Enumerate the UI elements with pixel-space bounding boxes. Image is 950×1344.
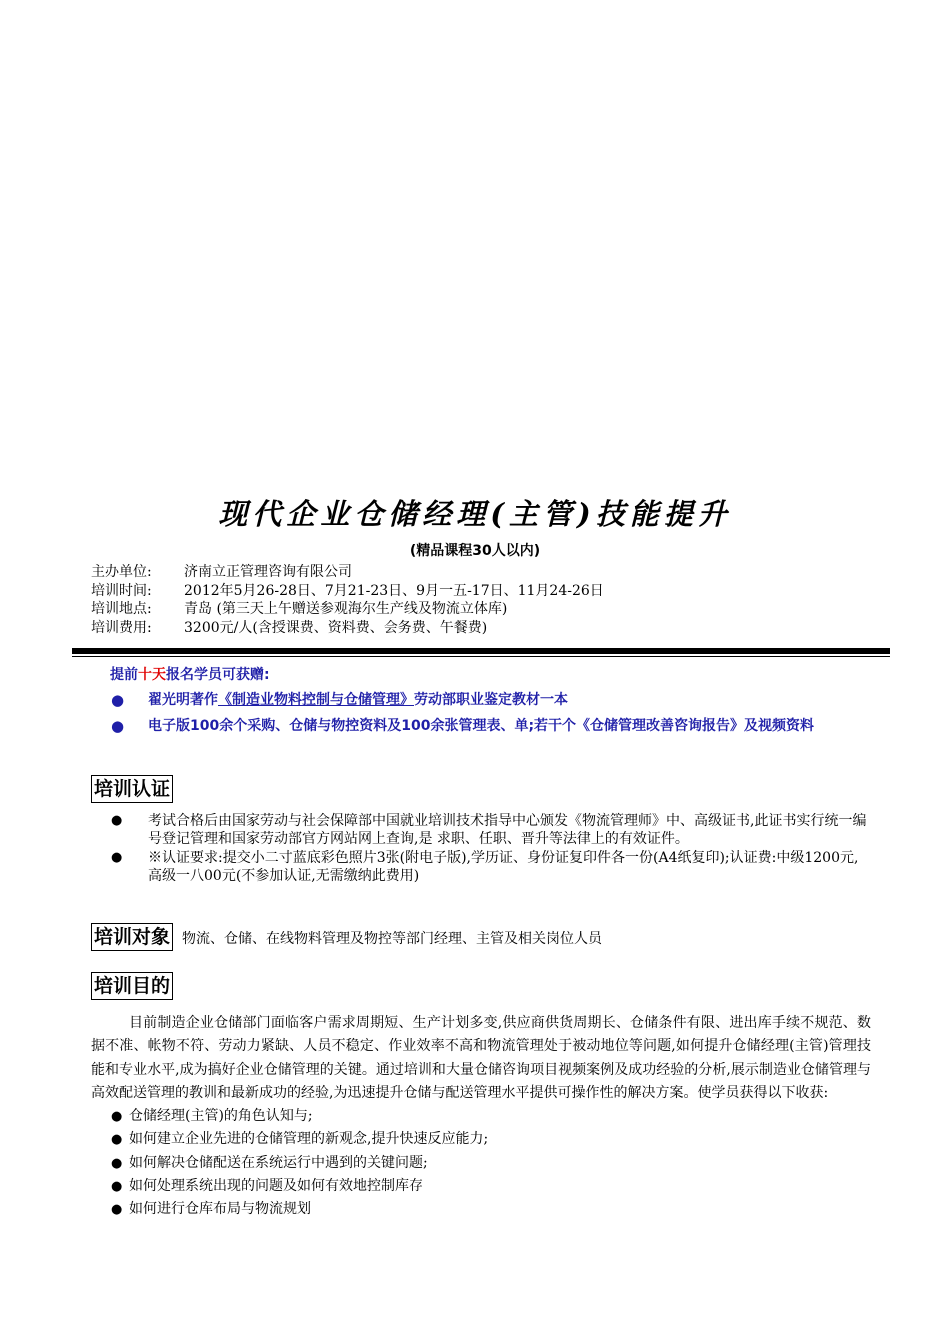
gift-item-text: 翟光明著作: [148, 692, 218, 708]
list-item: [91, 849, 871, 885]
info-row-time: [91, 582, 604, 601]
gift-book-title: 《制造业物料控制与仓储管理》: [218, 692, 414, 708]
info-value: 济南立正管理咨询有限公司: [184, 564, 352, 580]
list-item: [91, 1175, 871, 1198]
info-label: 培训费用:: [91, 619, 152, 636]
info-row-location: [91, 600, 604, 619]
gift-prefix: 提前: [110, 667, 138, 683]
bullet-icon: ●: [111, 813, 123, 828]
list-item: [91, 1105, 871, 1128]
gift-section: [91, 663, 871, 739]
bullet-icon: ●: [111, 1132, 123, 1148]
bullet-icon: ●: [111, 717, 125, 735]
info-label: 培训时间:: [91, 582, 152, 599]
bullet-icon: ●: [111, 691, 125, 709]
course-info: [91, 563, 604, 637]
list-item: [91, 812, 871, 848]
info-value: 青岛 (第三天上午赠送参观海尔生产线及物流立体库): [184, 601, 508, 617]
list-item: [91, 1152, 871, 1175]
bullet-icon: ●: [111, 850, 123, 865]
info-label: 培训地点:: [91, 601, 152, 617]
bullet-icon: ●: [111, 1109, 123, 1125]
list-item-text: 如何建立企业先进的仓储管理的新观念,提升快速反应能力;: [129, 1131, 489, 1148]
gift-item-text: 电子版100余个采购、仓储与物控资料及100余张管理表、单;若干个《仓储管理改善咨询报告》及视频资料: [148, 718, 815, 734]
purpose-heading: 培训目的: [91, 972, 173, 1000]
list-item-text: 仓储经理(主管)的角色认知与;: [129, 1108, 313, 1125]
purpose-section: [91, 1012, 871, 1222]
target-text: 物流、仓储、在线物料管理及物控等部门经理、主管及相关岗位人员: [182, 931, 602, 947]
info-row-organizer: [91, 563, 604, 582]
gift-item-text: 劳动部职业鉴定教材一本: [414, 692, 568, 708]
gift-item: [91, 714, 871, 739]
list-item-text: 如何处理系统出现的问题及如何有效地控制库存: [129, 1178, 423, 1195]
document-title: 现代企业仓储经理(主管)技能提升: [218, 497, 732, 531]
list-item-text: ※认证要求:提交小二寸蓝底彩色照片3张(附电子版),学历证、身份证复印件各一份(A4纸复印);认证费:中级1200元,高级一八00元(不参加认证,无需缴纳此费用): [148, 850, 859, 884]
document-subtitle: (精品课程30人以内): [409, 543, 541, 559]
info-value: 3200元/人(含授课费、资料费、会务费、午餐费): [184, 619, 488, 636]
certification-list: [91, 812, 871, 886]
divider-thick: [72, 648, 890, 654]
info-row-fee: [91, 619, 604, 638]
list-item: [91, 1128, 871, 1151]
gift-suffix: 报名学员可获赠:: [166, 667, 270, 683]
bullet-icon: ●: [111, 1179, 123, 1195]
gift-highlight: 十天: [138, 667, 166, 683]
list-item: [91, 1198, 871, 1221]
target-heading: 培训对象: [91, 923, 173, 951]
list-item-text: 如何解决仓储配送在系统运行中遇到的关键问题;: [129, 1154, 428, 1171]
gift-item: [91, 688, 871, 713]
bullet-icon: ●: [111, 1155, 123, 1171]
info-label: 主办单位:: [91, 564, 152, 580]
list-item-text: 如何进行仓库布局与物流规划: [129, 1201, 311, 1218]
gift-heading: [110, 663, 871, 687]
info-value: 2012年5月26-28日、7月21-23日、9月一五-17日、11月24-26日: [184, 582, 604, 599]
certification-heading: 培训认证: [91, 775, 173, 803]
purpose-paragraph: 目前制造企业仓储部门面临客户需求周期短、生产计划多变,供应商供货周期长、仓储条件有限、进出库手续不规范、数据不准、帐物不符、劳动力紧缺、人员不稳定、作业效率不高和物流管理处于被动地位等问题,如何提升仓储经理(主管)管理技能和专业水平,成为搞好企业仓储管理的关键。通过培训和大量仓储咨询项目视频案例及成功经验的分析,展示制造业仓储管理与高效配送管理的教训和最新成功的经验,为迅速提升仓储与配送管理水平提供可操作性的解决方案。使学员获得以下收获:: [91, 1015, 871, 1101]
list-item-text: 考试合格后由国家劳动与社会保障部中国就业培训技术指导中心颁发《物流管理师》中、高级证书,此证书实行统一编号登记管理和国家劳动部官方网站网上查询,是 求职、任职、晋升等法律上的有效证件。: [148, 813, 867, 847]
bullet-icon: ●: [111, 1202, 123, 1218]
divider-thin: [72, 656, 890, 657]
